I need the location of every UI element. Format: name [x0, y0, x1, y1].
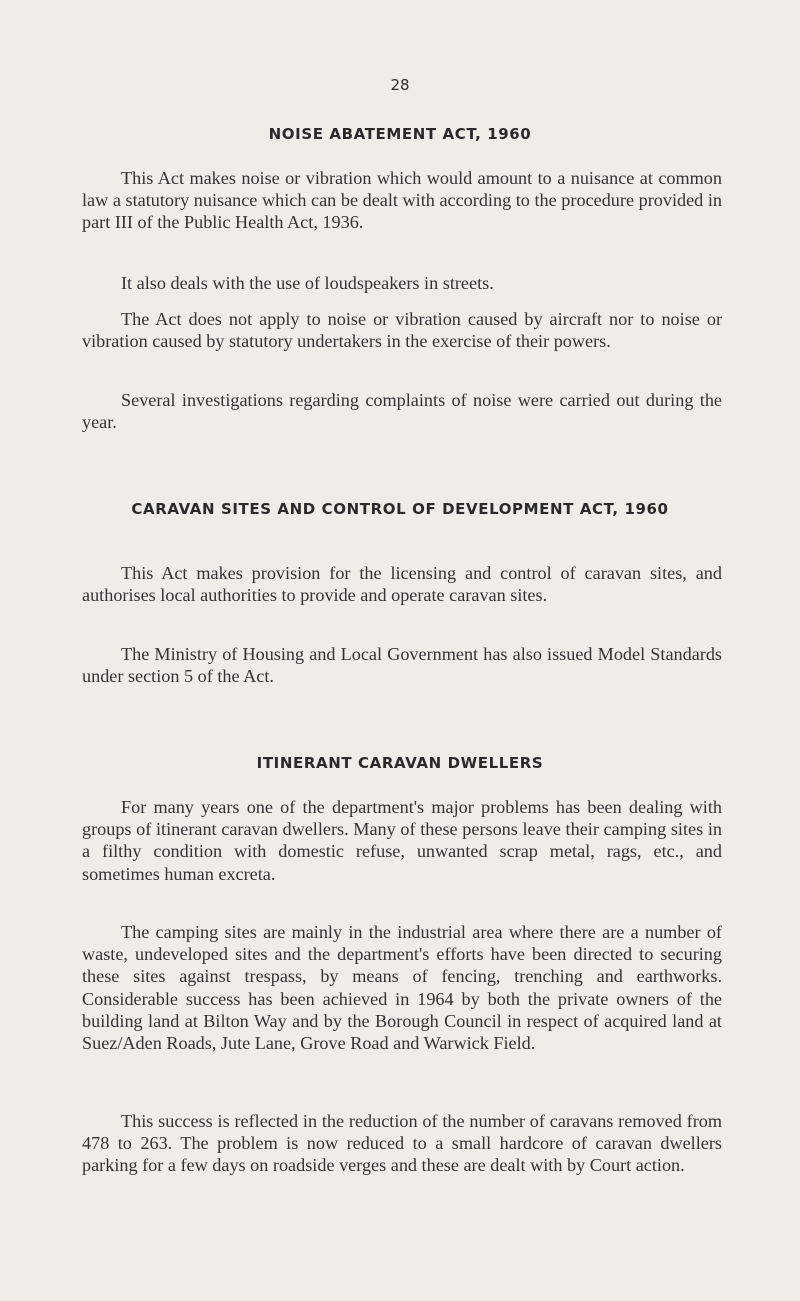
paragraph: For many years one of the department's major problems has been dealing with groups of itinerant caravan dwellers. Many of these persons leave their camping sites in a filthy condition with domestic refuse, unwanted scrap metal, rags, etc., and sometimes human excreta. [82, 797, 722, 884]
paragraph: The Act does not apply to noise or vibration caused by aircraft nor to noise or vibration caused by statutory undertakers in the exercise of their powers. [82, 309, 722, 352]
paragraph: Several investigations regarding complaints of noise were carried out during the year. [82, 390, 722, 433]
paragraph: This Act makes provision for the licensing and control of caravan sites, and authorises local authorities to provide and operate caravan sites. [82, 563, 722, 606]
page-number: 28 [390, 76, 410, 94]
paragraph: This Act makes noise or vibration which would amount to a nuisance at common law a statutory nuisance which can be dealt with according to the procedure provided in part III of the Public Health Act, 1936. [82, 168, 722, 233]
paragraph: The Ministry of Housing and Local Government has also issued Model Standards under section 5 of the Act. [82, 644, 722, 687]
paragraph: It also deals with the use of loudspeakers in streets. [121, 273, 494, 293]
paragraph: This success is reflected in the reduction of the number of caravans removed from 478 to 263. The problem is now reduced to a small hardcore of caravan dwellers parking for a few days on roadside verges and these are dealt with by Court action. [82, 1111, 722, 1176]
section-heading-caravan-sites: CARAVAN SITES AND CONTROL OF DEVELOPMENT ACT, 1960 [131, 500, 669, 518]
paragraph: The camping sites are mainly in the industrial area where there are a number of waste, undeveloped sites and the department's efforts have been directed to securing these sites against trespass, by means of fencing, trenching and earthworks. Considerable success has been achieved in 1964 by both the private owners of the building land at Bilton Way and by the Borough Council in respect of acquired land at Suez/Aden Roads, Jute Lane, Grove Road and Warwick Field. [82, 922, 722, 1054]
section-heading-noise-abatement: NOISE ABATEMENT ACT, 1960 [268, 125, 532, 143]
section-heading-itinerant-caravan-dwellers: ITINERANT CARAVAN DWELLERS [256, 754, 544, 772]
